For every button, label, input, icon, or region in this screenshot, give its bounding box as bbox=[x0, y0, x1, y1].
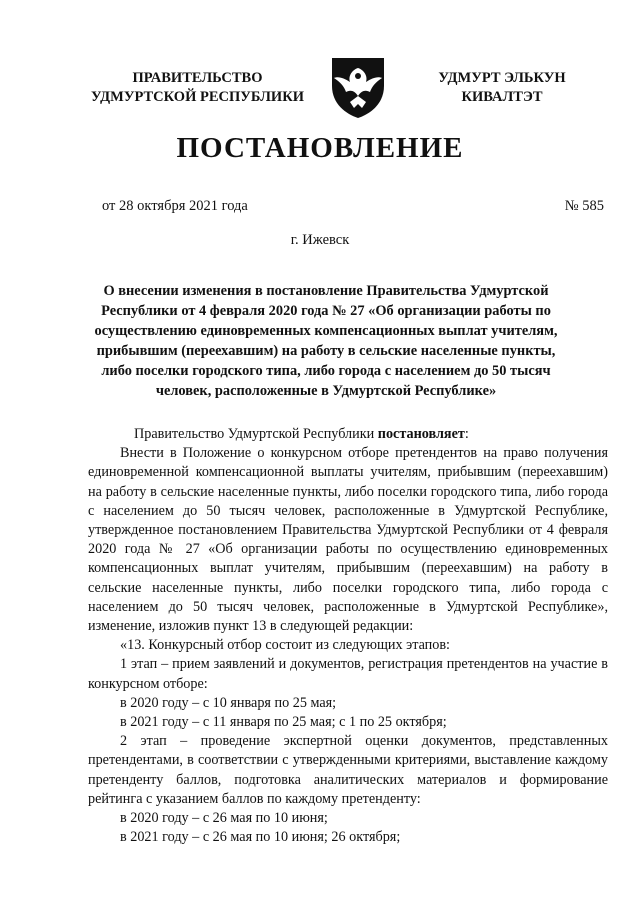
document-title: ПОСТАНОВЛЕНИЕ bbox=[176, 132, 464, 164]
body-paragraph: в 2021 году – с 11 января по 25 мая; с 1 по 25 октября; bbox=[120, 714, 447, 731]
government-name-line2: УДМУРТСКОЙ РЕСПУБЛИКИ bbox=[90, 89, 304, 105]
body-paragraph: 1 этап – прием заявлений и документов, регистрация претендентов на участие в конкурсном отборе: bbox=[88, 656, 608, 692]
preamble-colon: : bbox=[464, 426, 469, 442]
preamble-text: Правительство Удмуртской Республики bbox=[134, 426, 378, 442]
body-paragraph: «13. Конкурсный отбор состоит из следующих этапов: bbox=[120, 637, 451, 654]
body-paragraph: Внести в Положение о конкурсном отборе претендентов на право получения единовременной компенсационной выплаты учителям, прибывшим (переехавшим) на работу в сельские населенные пункты, либо поселки городского типа, либо города с населением до 50 тысяч человек, расположенные в Удмуртской Республике, утвержденное постановлением Правительства Удмуртской Республики от 4 февраля 2020 года № 27 «Об организации работы по осуществлению единовременных компенсационных выплат учителям, прибывшим (переехавшим) на работу в сельские населенные пункты, либо поселки городского типа, либо города с населением до 50 тысяч человек, расположенные в Удмуртской Республике», изменение, изложив пункт 13 в следующей редакции: bbox=[88, 445, 608, 635]
coat-of-arms-emblem-icon bbox=[324, 52, 392, 120]
document-subject: О внесении изменения в постановление Правительства Удмуртской Республики от 4 февраля 2020 года № 27 «Об организации работы по осуществлению единовременных компенсационных выплат учителям, прибывшим (переехавшим) на работу в сельские населенные пункты, либо поселки городского типа, либо города с населением до 50 тысяч человек, расположенные в Удмуртской Республике» bbox=[94, 283, 558, 399]
government-name-line1: ПРАВИТЕЛЬСТВО bbox=[132, 70, 263, 86]
government-name-udmurt-line1: УДМУРТ ЭЛЬКУН bbox=[438, 70, 566, 86]
document-body bbox=[88, 425, 608, 847]
government-name-russian bbox=[70, 69, 325, 107]
document-date: от 28 октября 2021 года bbox=[102, 198, 248, 214]
body-paragraph: 2 этап – проведение экспертной оценки документов, представленных претендентами, в соответствии с утвержденными критериями, выставление каждому претенденту баллов, подготовка аналитических материалов и формирование рейтинга с указанием баллов по каждому претенденту: bbox=[88, 733, 608, 807]
document-city: г. Ижевск bbox=[290, 232, 350, 248]
preamble bbox=[88, 425, 608, 444]
government-name-udmurt bbox=[402, 69, 602, 107]
body-paragraph: в 2020 году – с 26 мая по 10 июня; bbox=[120, 810, 328, 827]
document-number: № 585 bbox=[564, 198, 604, 214]
body-paragraph: в 2020 году – с 10 января по 25 мая; bbox=[120, 694, 337, 711]
preamble-keyword: постановляет bbox=[377, 426, 465, 442]
government-name-udmurt-line2: КИВАЛТЭТ bbox=[461, 89, 543, 105]
body-paragraph: в 2021 году – с 26 мая по 10 июня; 26 октября; bbox=[120, 829, 401, 846]
